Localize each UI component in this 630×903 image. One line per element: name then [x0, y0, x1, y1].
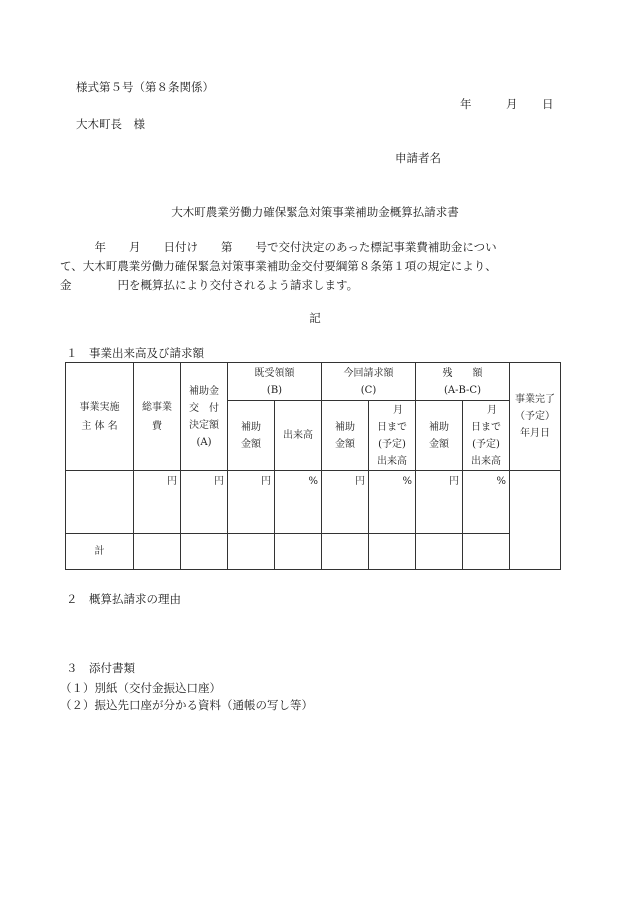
- total-row-label: 計: [66, 534, 134, 570]
- header-total-cost: 総事業 費: [134, 363, 181, 471]
- section-1-heading: １ 事業出来高及び請求額: [66, 346, 204, 360]
- table-cell[interactable]: 円: [416, 471, 463, 534]
- table-cell[interactable]: %: [463, 471, 510, 534]
- table-cell[interactable]: [510, 471, 561, 570]
- table-cell[interactable]: [66, 471, 134, 534]
- body-line: 金 円を概算払により交付されるよう請求します。: [60, 278, 359, 292]
- date-line: [460, 99, 554, 111]
- header-completion-date: 事業完了 （予定） 年月日: [510, 363, 561, 471]
- sub-progress-until: 月 日まで (予定) 出来高: [369, 401, 416, 471]
- sub-amount: 補助 金額: [228, 401, 275, 471]
- header-current-request: 今回請求額 (C): [322, 363, 416, 401]
- progress-request-table: [65, 362, 561, 570]
- attachment-item: （１）別紙（交付金振込口座）: [60, 681, 221, 695]
- table-cell[interactable]: [134, 534, 181, 570]
- attachment-item: （２）振込先口座が分かる資料（通帳の写し等）: [60, 698, 313, 712]
- header-implementer: 事業実施 主 体 名: [66, 363, 134, 471]
- table-cell[interactable]: %: [369, 471, 416, 534]
- sub-amount: 補助 金額: [322, 401, 369, 471]
- sub-progress: 出来高: [275, 401, 322, 471]
- document-title: 大木町農業労働力確保緊急対策事業補助金概算払請求書: [171, 205, 459, 219]
- body-line: 年 月 日付け 第 号で交付決定のあった標記事業費補助金につい: [60, 240, 497, 254]
- table-cell[interactable]: 円: [181, 471, 228, 534]
- body-line: て、大木町農業労働力確保緊急対策事業補助金交付要綱第８条第１項の規定により、: [60, 259, 497, 273]
- form-number-label: 様式第５号（第８条関係）: [76, 80, 214, 94]
- header-decision-amount: 補助金 交 付 決定額 (A): [181, 363, 228, 471]
- date-year: 年: [460, 97, 472, 111]
- header-remaining: 残 額 (A-B-C): [416, 363, 510, 401]
- table-cell[interactable]: [275, 534, 322, 570]
- table-cell[interactable]: 円: [134, 471, 181, 534]
- date-month: 月: [506, 97, 518, 111]
- sub-amount: 補助 金額: [416, 401, 463, 471]
- request-body: [60, 238, 570, 295]
- table-cell[interactable]: [416, 534, 463, 570]
- section-3-heading: ３ 添付書類: [66, 661, 135, 675]
- table-cell[interactable]: 円: [322, 471, 369, 534]
- table-cell[interactable]: [369, 534, 416, 570]
- table-cell[interactable]: %: [275, 471, 322, 534]
- recipient: 大木町長 様: [76, 117, 145, 131]
- section-2-heading: ２ 概算払請求の理由: [66, 592, 181, 606]
- table-cell[interactable]: 円: [228, 471, 275, 534]
- table-cell[interactable]: [322, 534, 369, 570]
- table-cell[interactable]: [181, 534, 228, 570]
- ki-marker: 記: [309, 311, 321, 325]
- table-cell[interactable]: [463, 534, 510, 570]
- date-day: 日: [542, 97, 554, 111]
- sub-progress-until: 月 日まで (予定) 出来高: [463, 401, 510, 471]
- header-received: 既受領額 (B): [228, 363, 322, 401]
- table-cell[interactable]: [228, 534, 275, 570]
- applicant-name-label: 申請者名: [395, 151, 441, 165]
